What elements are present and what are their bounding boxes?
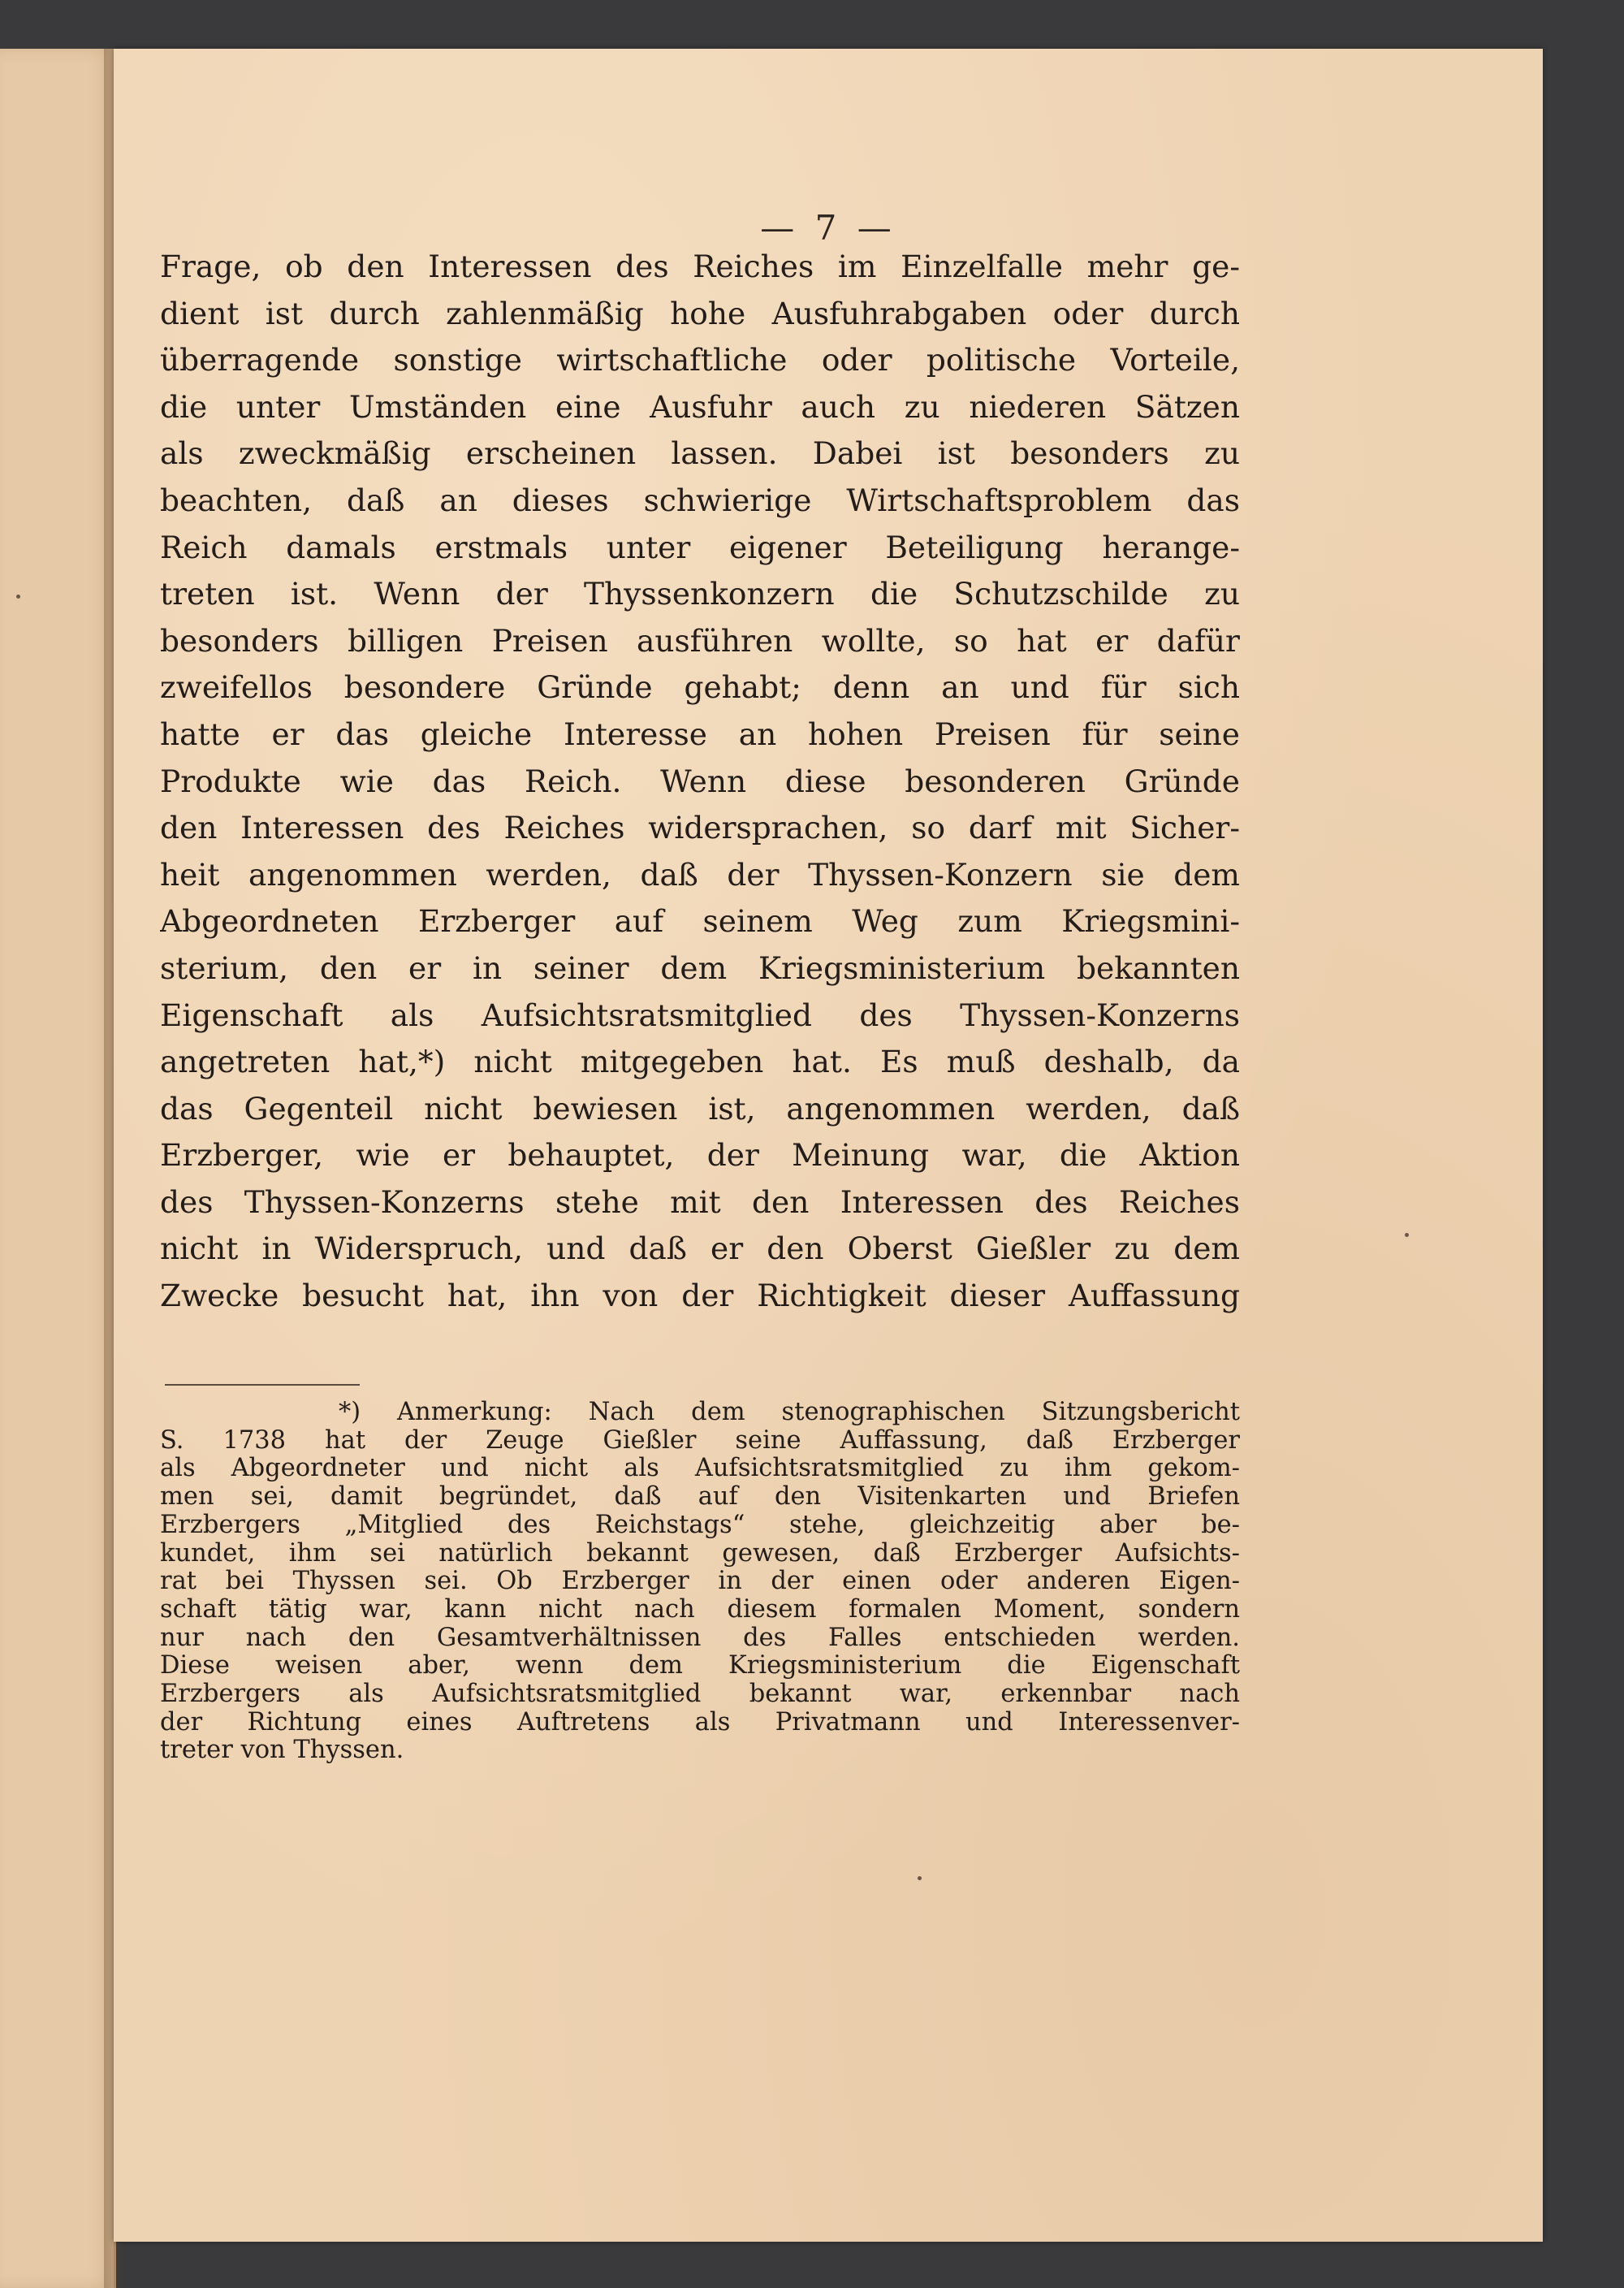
text-line: den Interessen des Reiches widersprachen, so darf mit Sicher- — [160, 810, 1240, 846]
footnote-line: rat bei Thyssen sei. Ob Erzberger in der einen oder anderen Eigen- — [160, 1568, 1240, 1596]
footnote-line: schaft tätig war, kann nicht nach diesem formalen Moment, sondern — [160, 1595, 1240, 1624]
footnote-line: nur nach den Gesamtverhältnissen des Falles entschieden werden. — [160, 1624, 1240, 1652]
footnote-line: Diese weisen aber, wenn dem Kriegsministerium die Eigenschaft — [160, 1652, 1240, 1680]
footnote-line: der Richtung eines Auftretens als Privatmann und Interessenver- — [160, 1708, 1240, 1737]
text-line: sterium, den er in seiner dem Kriegsministerium bekannten — [160, 949, 1240, 986]
text-line: zweifellos besondere Gründe gehabt; denn an und für sich — [160, 669, 1240, 706]
footnote-line: kundet, ihm sei natürlich bekannt gewesen, daß Erzberger Aufsichts- — [160, 1539, 1240, 1568]
paper-speck — [1405, 1233, 1409, 1237]
text-line: als zweckmäßig erscheinen lassen. Dabei ist besonders zu — [160, 435, 1240, 472]
footnote-line: Erzbergers als Aufsichtsratsmitglied bekannt war, erkennbar nach — [160, 1680, 1240, 1709]
text-line: Reich damals erstmals unter eigener Beteiligung herange- — [160, 529, 1240, 565]
text-line: das Gegenteil nicht bewiesen ist, angenommen werden, daß — [160, 1090, 1240, 1127]
text-line: treten ist. Wenn der Thyssenkonzern die Schutzschilde zu — [160, 576, 1240, 612]
paper-speck — [16, 595, 20, 599]
text-line: angetreten hat,*) nicht mitgegeben hat. Es muß deshalb, da — [160, 1044, 1240, 1080]
footnote — [160, 1399, 1240, 1765]
footnote-separator — [165, 1384, 360, 1386]
facing-page-edge — [0, 49, 116, 2288]
text-line: überragende sonstige wirtschaftliche oder politische Vorteile, — [160, 342, 1240, 378]
text-line: dient ist durch zahlenmäßig hohe Ausfuhrabgaben oder durch — [160, 295, 1240, 331]
footnote-line: S. 1738 hat der Zeuge Gießler seine Auffassung, daß Erzberger — [160, 1426, 1240, 1455]
page-number: — 7 — — [760, 208, 896, 248]
footnote-line: men sei, damit begründet, daß auf den Visitenkarten und Briefen — [160, 1483, 1240, 1512]
text-line: Eigenschaft als Aufsichtsratsmitglied des Thyssen-Konzerns — [160, 997, 1240, 1033]
text-line: heit angenommen werden, daß der Thyssen-Konzern sie dem — [160, 856, 1240, 893]
text-line: Produkte wie das Reich. Wenn diese besonderen Gründe — [160, 763, 1240, 799]
text-line: Zwecke besucht hat, ihn von der Richtigkeit dieser Auffassung — [160, 1278, 1240, 1314]
text-line: nicht in Widerspruch, und daß er den Oberst Gießler zu dem — [160, 1231, 1240, 1267]
text-line: Abgeordneten Erzberger auf seinem Weg zum Kriegsmini- — [160, 903, 1240, 940]
text-line: beachten, daß an dieses schwierige Wirtschaftsproblem das — [160, 482, 1240, 518]
text-line: besonders billigen Preisen ausführen wollte, so hat er dafür — [160, 622, 1240, 659]
footnote-line: treter von Thyssen. — [160, 1737, 404, 1765]
text-line: des Thyssen-Konzerns stehe mit den Interessen des Reiches — [160, 1183, 1240, 1220]
text-line: Erzberger, wie er behauptet, der Meinung war, die Aktion — [160, 1137, 1240, 1174]
footnote-line: *) Anmerkung: Nach dem stenographischen Sitzungsbericht — [339, 1399, 1240, 1426]
footnote-line: Erzbergers „Mitglied des Reichstags“ stehe, gleichzeitig aber be- — [160, 1511, 1240, 1539]
text-line: hatte er das gleiche Interesse an hohen Preisen für seine — [160, 716, 1240, 752]
text-line: die unter Umständen eine Ausfuhr auch zu niederen Sätzen — [160, 388, 1240, 425]
footnote-line: als Abgeordneter und nicht als Aufsichtsratsmitglied zu ihm gekom- — [160, 1455, 1240, 1483]
paper-speck — [918, 1876, 922, 1880]
main-text — [160, 244, 1240, 1320]
text-line: Frage, ob den Interessen des Reiches im Einzelfalle mehr ge- — [160, 249, 1240, 284]
